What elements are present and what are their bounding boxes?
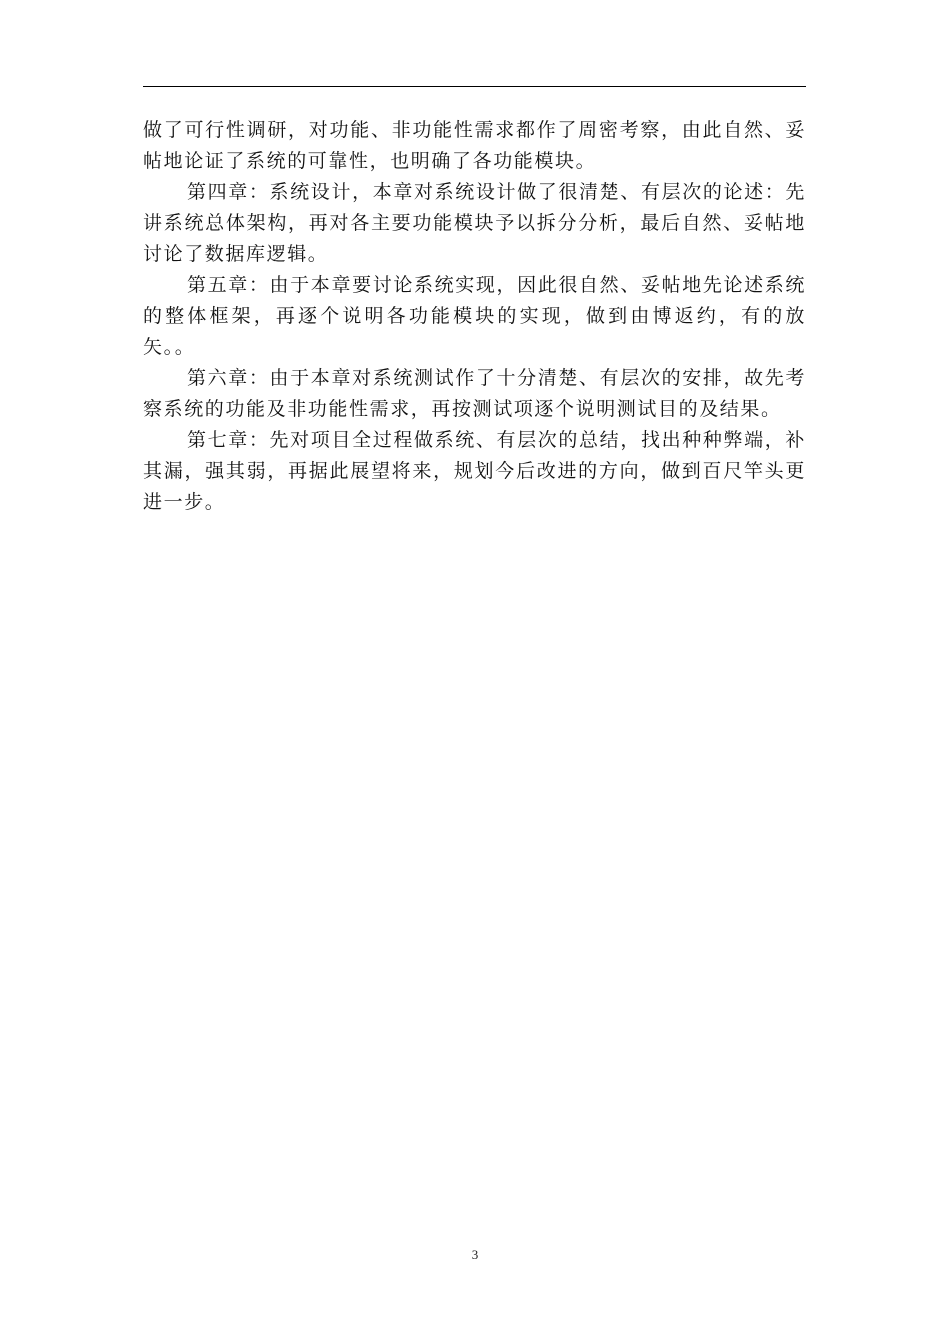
body-text — [143, 115, 806, 518]
paragraph-continuation: 做了可行性调研，对功能、非功能性需求都作了周密考察，由此自然、妥帖地论证了系统的可靠性，也明确了各功能模块。 — [143, 119, 806, 172]
paragraph-chapter-5: 第五章：由于本章要讨论系统实现，因此很自然、妥帖地先论述系统的整体框架，再逐个说明各功能模块的实现，做到由博返约，有的放矢。。 — [143, 274, 806, 358]
paragraph-chapter-6: 第六章：由于本章对系统测试作了十分清楚、有层次的安排，故先考察系统的功能及非功能性需求，再按测试项逐个说明测试目的及结果。 — [143, 367, 806, 420]
page-number: 3 — [471, 1247, 479, 1262]
paragraph-chapter-7: 第七章：先对项目全过程做系统、有层次的总结，找出种种弊端，补其漏，强其弱，再据此展望将来，规划今后改进的方向，做到百尺竿头更进一步。 — [143, 429, 806, 513]
header-rule — [143, 86, 806, 87]
paragraph-chapter-4: 第四章：系统设计，本章对系统设计做了很清楚、有层次的论述：先讲系统总体架构，再对各主要功能模块予以拆分分析，最后自然、妥帖地讨论了数据库逻辑。 — [143, 181, 806, 265]
